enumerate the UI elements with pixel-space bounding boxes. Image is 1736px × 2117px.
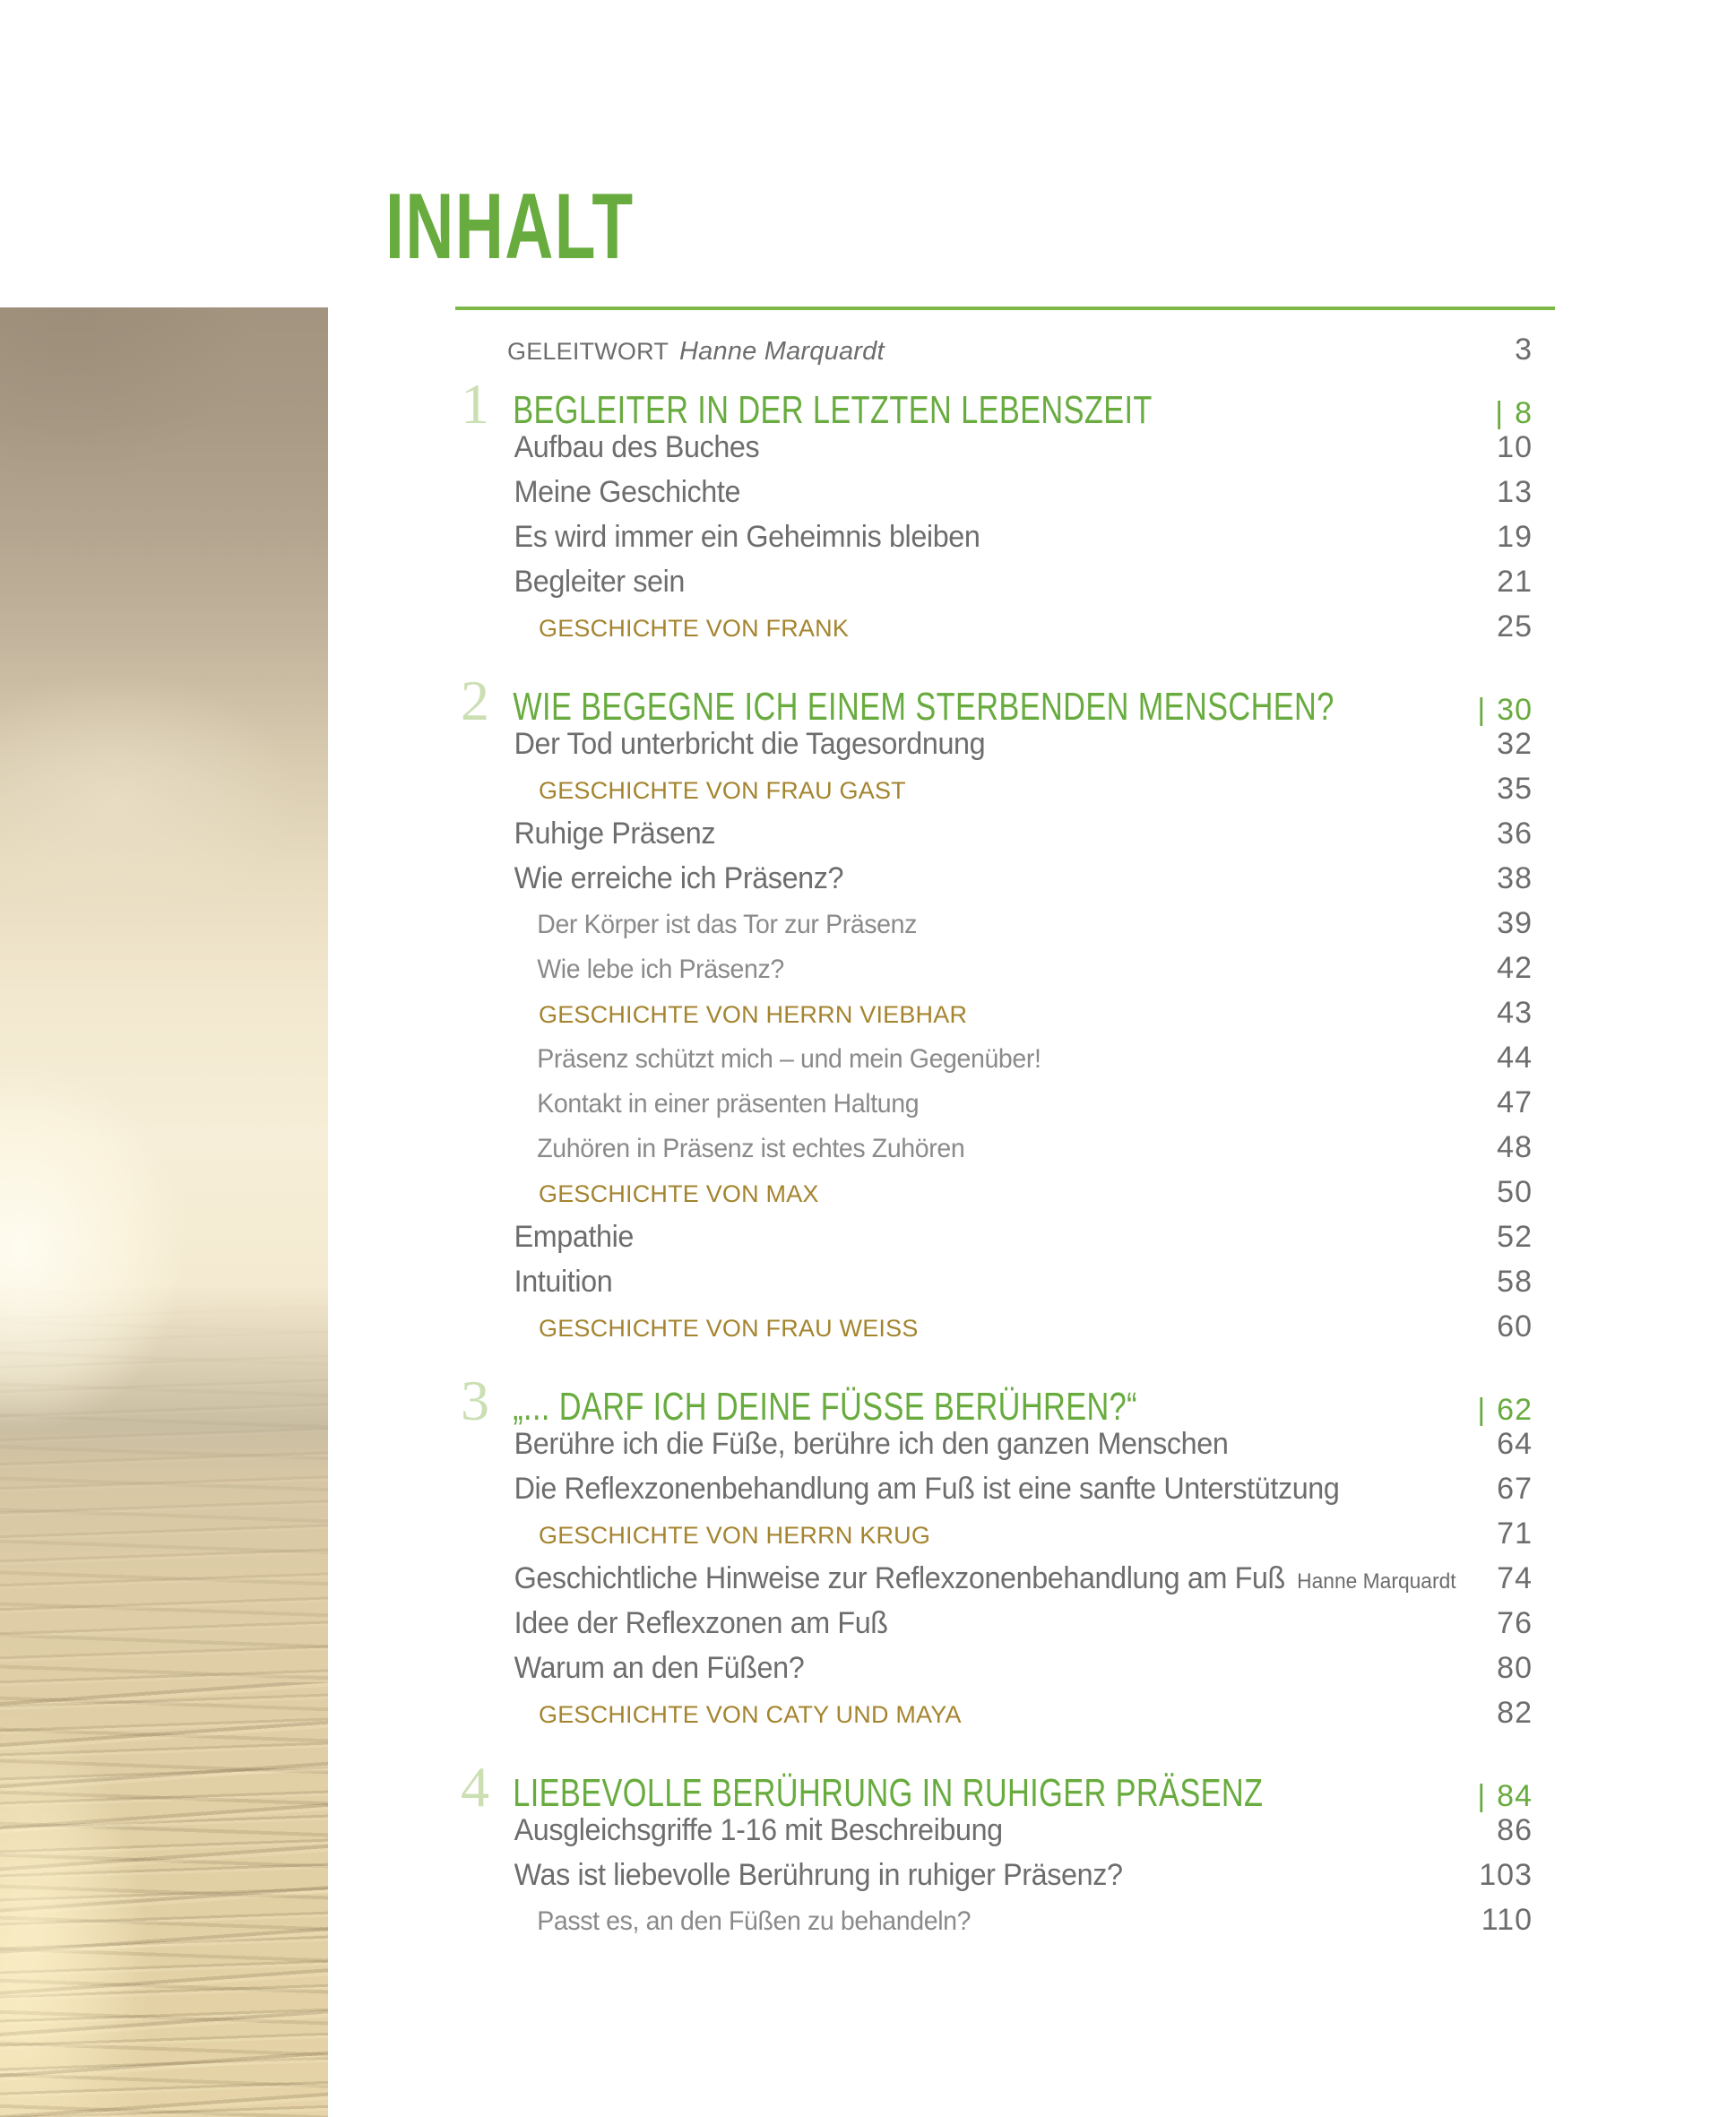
entry-label: Zuhören in Präsenz ist echtes Zuhören <box>537 1134 965 1163</box>
chapter-number: 3 <box>461 1369 489 1432</box>
entry-label-wrap <box>507 947 1421 992</box>
entry-label-wrap <box>507 1808 1421 1853</box>
entry-label: Empathie <box>514 1220 635 1254</box>
page-number: 30 <box>1497 693 1533 727</box>
entry-label: Passt es, an den Füßen zu behandeln? <box>537 1906 972 1936</box>
entry-label-wrap <box>507 1171 1470 1216</box>
page-number: 52 <box>1497 1220 1533 1254</box>
page-number-cell <box>1470 811 1533 856</box>
toc-entry <box>455 1035 1533 1080</box>
page-number-prefix: | <box>1495 396 1505 430</box>
page-number-cell <box>1470 1601 1533 1646</box>
entry-label-wrap <box>507 606 1470 651</box>
toc-entry <box>455 811 1533 856</box>
chapter-number: 2 <box>461 669 489 732</box>
entry-label: Was ist liebevolle Berührung in ruhiger Präsenz? <box>514 1858 1123 1892</box>
page-number: 36 <box>1497 817 1533 851</box>
toc-entry <box>455 1511 1533 1556</box>
page-number: 82 <box>1497 1696 1533 1730</box>
entry-label: Intuition <box>514 1265 613 1299</box>
page-number: 110 <box>1481 1903 1533 1937</box>
entry-label-wrap <box>507 425 1421 470</box>
toc-entry <box>455 1808 1533 1853</box>
page-number-prefix: | <box>1477 1779 1487 1813</box>
toc-entry <box>455 1897 1533 1942</box>
entry-label-wrap <box>507 1127 1421 1171</box>
entry-label: Geschichtliche Hinweise zur Reflexzonenbehandlung am Fuß <box>514 1561 1285 1595</box>
page-number: 19 <box>1497 520 1533 554</box>
entry-label: Die Reflexzonenbehandlung am Fuß ist eine sanfte Unterstützung <box>514 1472 1340 1506</box>
toc-entry <box>455 901 1533 946</box>
page-number: 74 <box>1497 1561 1533 1595</box>
entry-label: Der Tod unterbricht die Tagesordnung <box>514 727 986 761</box>
sun-reflection-glint <box>0 1682 328 2117</box>
page-number-cell <box>1470 722 1533 766</box>
page-number: 13 <box>1497 475 1533 509</box>
page-number: 50 <box>1497 1175 1533 1209</box>
toc-entry <box>455 327 1533 372</box>
page-number: 10 <box>1497 430 1533 464</box>
entry-label: GESCHICHTE VON FRAU WEISS <box>539 1315 919 1342</box>
page-number: 76 <box>1497 1606 1533 1640</box>
toc-entry <box>455 1080 1533 1125</box>
page-number-prefix: | <box>1477 1393 1487 1427</box>
entry-label-wrap <box>507 1646 1421 1690</box>
page-number-cell <box>1470 1125 1533 1170</box>
page-number-cell <box>1470 766 1533 811</box>
toc-entry <box>455 1466 1533 1511</box>
toc-list <box>455 327 1533 1942</box>
page-number: 8 <box>1515 396 1533 430</box>
page-number: 64 <box>1497 1427 1533 1461</box>
toc-entry <box>455 1646 1533 1690</box>
entry-label: WIE BEGEGNE ICH EINEM STERBENDEN MENSCHEN? <box>513 685 1334 729</box>
page-number: 35 <box>1497 772 1533 806</box>
toc-entry <box>455 1125 1533 1170</box>
page-number: 86 <box>1497 1813 1533 1847</box>
page-number: 32 <box>1497 727 1533 761</box>
entry-label-wrap <box>507 1692 1470 1737</box>
entry-label: BEGLEITER IN DER LETZTEN LEBENSZEIT <box>513 388 1153 432</box>
entry-label-wrap <box>507 1259 1421 1304</box>
page-number-cell <box>1470 1897 1533 1942</box>
toc-entry <box>455 1556 1533 1601</box>
page-number: 58 <box>1497 1265 1533 1299</box>
title-divider-rule <box>455 307 1555 310</box>
page-title: INHALT <box>385 175 635 279</box>
entry-label: Aufbau des Buches <box>514 430 760 464</box>
toc-entry <box>455 1853 1533 1897</box>
toc-entry <box>455 514 1533 559</box>
toc-entry <box>455 1304 1533 1349</box>
entry-label-wrap <box>507 559 1421 604</box>
page-number: 47 <box>1497 1085 1533 1119</box>
toc-entry <box>455 946 1533 990</box>
entry-label-wrap <box>507 1082 1421 1127</box>
entry-label-wrap <box>507 768 1470 813</box>
page-number-cell <box>1470 901 1533 946</box>
page-number-cell <box>1470 1808 1533 1853</box>
page-number: 38 <box>1497 861 1533 895</box>
entry-suffix-italic: Hanne Marquardt <box>679 337 885 366</box>
page-number-cell <box>1470 327 1533 372</box>
toc-entry <box>455 990 1533 1035</box>
entry-label: GELEITWORT <box>507 338 669 365</box>
toc-entry <box>455 1214 1533 1259</box>
page-number-cell <box>1470 425 1533 470</box>
page-number-cell <box>1470 1304 1533 1349</box>
entry-label: GESCHICHTE VON FRAU GAST <box>539 777 906 804</box>
page-number-cell <box>1470 1421 1533 1466</box>
toc-entry <box>455 1421 1533 1466</box>
page-number-cell <box>1470 559 1533 604</box>
toc-entry <box>455 669 1533 732</box>
entry-label: Warum an den Füßen? <box>514 1651 805 1685</box>
entry-label: GESCHICHTE VON HERRN KRUG <box>539 1522 931 1549</box>
page-number: 3 <box>1515 333 1533 367</box>
entry-label: Ruhige Präsenz <box>514 817 716 851</box>
entry-label-wrap <box>507 992 1470 1037</box>
page-number: 44 <box>1497 1041 1533 1075</box>
entry-label: Idee der Reflexzonen am Fuß <box>514 1606 888 1640</box>
page-number: 60 <box>1497 1309 1533 1344</box>
entry-label-wrap <box>507 1853 1421 1897</box>
entry-label: Berühre ich die Füße, berühre ich den ganzen Menschen <box>514 1427 1229 1461</box>
page-number-prefix: | <box>1477 693 1487 727</box>
toc-entry <box>455 1259 1533 1304</box>
page-number: 80 <box>1497 1651 1533 1685</box>
toc-entry <box>455 425 1533 470</box>
entry-label: GESCHICHTE VON FRANK <box>539 615 850 642</box>
entry-label: GESCHICHTE VON CATY UND MAYA <box>539 1701 962 1728</box>
entry-label: Meine Geschichte <box>514 475 741 509</box>
entry-label: Kontakt in einer präsenten Haltung <box>537 1089 920 1119</box>
entry-label: Ausgleichsgriffe 1-16 mit Beschreibung <box>514 1813 1003 1847</box>
page-number-cell <box>1470 1080 1533 1125</box>
entry-label-wrap <box>507 329 1470 374</box>
page-number: 62 <box>1497 1393 1533 1427</box>
page-number-cell <box>1470 1853 1533 1897</box>
page-number: 71 <box>1497 1516 1533 1551</box>
entry-label-wrap <box>507 514 1421 559</box>
page-number-cell <box>1470 990 1533 1035</box>
toc-entry <box>455 856 1533 901</box>
entry-label: Wie lebe ich Präsenz? <box>537 955 784 984</box>
toc-entry <box>455 766 1533 811</box>
entry-label-wrap <box>507 1601 1421 1646</box>
entry-label-wrap <box>507 470 1421 514</box>
entry-label: GESCHICHTE VON MAX <box>539 1180 819 1207</box>
toc-entry <box>455 1601 1533 1646</box>
entry-label: LIEBEVOLLE BERÜHRUNG IN RUHIGER PRÄSENZ <box>513 1771 1264 1815</box>
toc-entry <box>455 470 1533 514</box>
page-number: 48 <box>1497 1130 1533 1164</box>
sunset-sea-photo <box>0 307 328 2117</box>
entry-label-wrap <box>507 856 1421 901</box>
entry-label: Präsenz schützt mich – und mein Gegenüber! <box>537 1044 1041 1074</box>
entry-label-wrap <box>507 722 1421 766</box>
entry-label-wrap <box>507 1899 1421 1944</box>
page-number-cell <box>1470 1646 1533 1690</box>
entry-label-wrap <box>507 1556 1456 1604</box>
entry-label-wrap <box>507 903 1421 947</box>
page-number-cell <box>1470 604 1533 649</box>
entry-label: Wie erreiche ich Präsenz? <box>514 861 844 895</box>
entry-label: Begleiter sein <box>514 565 686 599</box>
page-number: 25 <box>1497 609 1533 644</box>
toc-entry <box>455 559 1533 604</box>
entry-label-wrap <box>507 811 1421 856</box>
toc-entry <box>455 1690 1533 1735</box>
entry-label: „... DARF ICH DEINE FÜSSE BERÜHREN?“ <box>513 1385 1137 1429</box>
entry-label-wrap <box>507 1466 1421 1511</box>
toc-entry <box>455 372 1533 436</box>
entry-label-wrap <box>507 1513 1470 1558</box>
toc-entry <box>455 604 1533 649</box>
page-number-cell <box>1470 1690 1533 1735</box>
page-number: 67 <box>1497 1472 1533 1506</box>
page-number: 84 <box>1497 1779 1533 1813</box>
page-number-cell <box>1470 1511 1533 1556</box>
page-number: 21 <box>1497 565 1533 599</box>
page-number: 42 <box>1497 951 1533 985</box>
entry-label-wrap <box>507 1037 1421 1082</box>
page-number-cell <box>1470 514 1533 559</box>
chapter-number: 1 <box>461 372 489 436</box>
entry-label-wrap <box>507 1421 1421 1466</box>
page-number-cell <box>1470 856 1533 901</box>
entry-label: Es wird immer ein Geheimnis bleiben <box>514 520 980 554</box>
page-number-cell <box>1470 1556 1533 1601</box>
toc-entry <box>455 1170 1533 1214</box>
page-number-cell <box>1470 1214 1533 1259</box>
entry-label: GESCHICHTE VON HERRN VIEBHAR <box>539 1001 968 1028</box>
page-number-cell <box>1470 1035 1533 1080</box>
page-number-cell <box>1470 1259 1533 1304</box>
page-number: 43 <box>1497 996 1533 1030</box>
page-number-cell <box>1470 1466 1533 1511</box>
page-number-cell <box>1470 470 1533 514</box>
page-number: 103 <box>1479 1858 1533 1892</box>
page-number-cell <box>1470 1170 1533 1214</box>
toc-entry <box>455 1369 1533 1432</box>
entry-label-wrap <box>507 1306 1470 1351</box>
entry-suffix-small: Hanne Marquardt <box>1297 1569 1456 1594</box>
page-number-cell <box>1470 946 1533 990</box>
chapter-number: 4 <box>461 1755 489 1819</box>
page-number: 39 <box>1497 906 1533 940</box>
toc-entry <box>455 1755 1533 1819</box>
entry-label: Der Körper ist das Tor zur Präsenz <box>537 910 917 939</box>
toc-entry <box>455 722 1533 766</box>
entry-label-wrap <box>507 1214 1421 1259</box>
